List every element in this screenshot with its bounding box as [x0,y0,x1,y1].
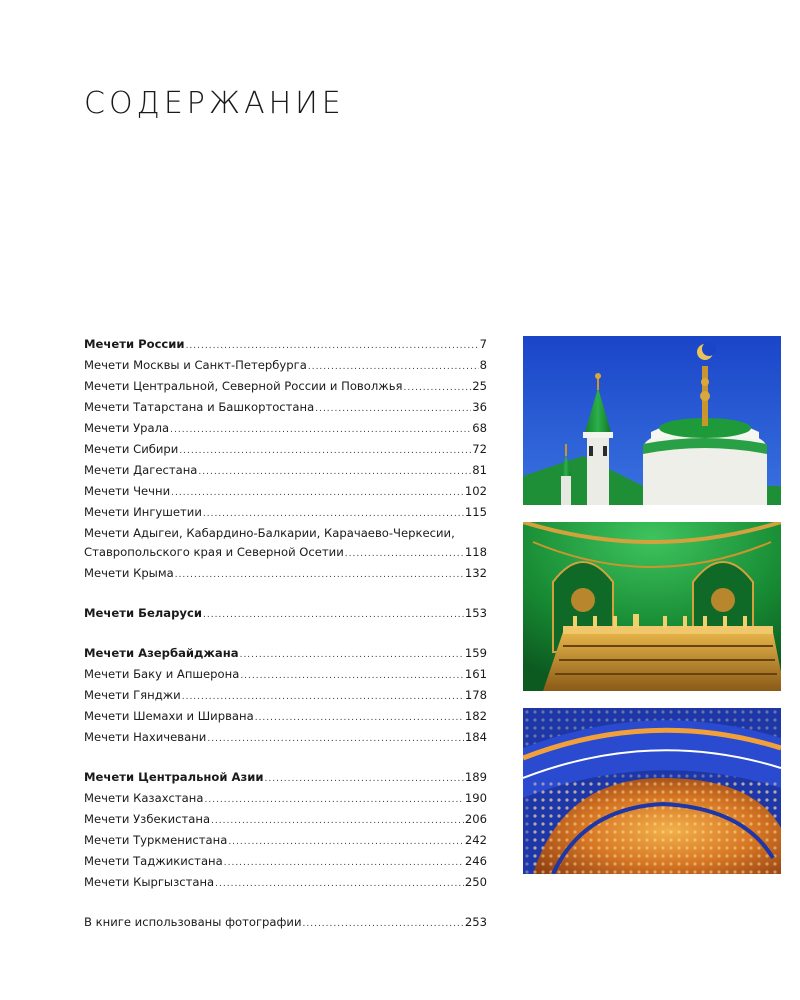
toc-entry-title: Мечети Узбекистана [84,812,211,826]
toc-entry-title: Мечети Центральной, Северной России и Поволжья [84,379,403,393]
toc-entry-page: 8 [479,358,487,372]
toc-entry[interactable] [84,398,487,419]
toc-entry-title: Мечети Кыргызстана [84,875,215,889]
toc-dot-leader [265,770,464,789]
toc-dot-leader [198,463,471,482]
toc-entry[interactable] [84,377,487,398]
page-title: СОДЕРЖАНИЕ [84,86,345,121]
toc-entry[interactable] [84,789,487,810]
table-of-contents [84,335,487,934]
toc-entry[interactable] [84,503,487,524]
photo-mosque-minaret [523,336,781,505]
toc-dot-leader [179,442,471,461]
toc-entry-title-line1: Мечети Адыгеи, Кабардино-Балкарии, Карачаево-Черкесии, [84,526,455,540]
toc-entry-title: Мечети Крыма [84,566,174,580]
toc-entry[interactable] [84,913,487,934]
toc-entry-page: 206 [464,812,487,826]
toc-entry[interactable] [84,707,487,728]
toc-dot-leader [203,505,464,524]
toc-entry-title: Мечети Азербайджана [84,646,239,660]
toc-dot-leader [404,379,472,398]
toc-entry-page: 190 [464,791,487,805]
toc-entry[interactable] [84,665,487,686]
toc-entry[interactable] [84,440,487,461]
toc-entry[interactable] [84,810,487,831]
toc-dot-leader [240,667,464,686]
toc-dot-leader [203,606,464,625]
toc-entry-title: Мечети Ингушетии [84,505,202,519]
toc-dot-leader [345,545,464,564]
toc-entry-page: 189 [464,770,487,784]
toc-entry[interactable] [84,461,487,482]
toc-entry-title: Мечети Дагестана [84,463,198,477]
photo-mosaic-ceiling [523,708,781,874]
toc-entry[interactable] [84,831,487,852]
toc-entry-title: Ставропольского края и Северной Осетии [84,545,344,559]
toc-entry-title: Мечети Беларуси [84,606,202,620]
toc-entry-title: Мечети Чечни [84,484,171,498]
toc-spacer [84,749,487,768]
toc-entry-page: 246 [464,854,487,868]
toc-entry-page: 68 [472,421,487,435]
toc-dot-leader [224,854,464,873]
toc-entry-title: Мечети Нахичевани [84,730,207,744]
toc-dot-leader [171,484,464,503]
toc-dot-leader [215,875,464,894]
toc-spacer [84,625,487,644]
toc-entry[interactable] [84,728,487,749]
toc-entry-page: 25 [472,379,487,393]
toc-entry-page: 118 [464,545,487,559]
toc-entry-page: 159 [464,646,487,660]
toc-entry-page: 178 [464,688,487,702]
toc-entry-title: Мечети Урала [84,421,170,435]
toc-entry-title: В книге использованы фотографии [84,915,302,929]
toc-entry-page: 72 [472,442,487,456]
toc-entry-page: 36 [472,400,487,414]
toc-entry[interactable] [84,852,487,873]
toc-section-entry[interactable] [84,644,487,665]
toc-entry[interactable] [84,419,487,440]
toc-section-entry[interactable] [84,768,487,789]
toc-dot-leader [175,566,464,585]
toc-entry-page: 115 [464,505,487,519]
toc-section-entry[interactable] [84,604,487,625]
toc-entry-page: 102 [464,484,487,498]
toc-entry-page: 153 [464,606,487,620]
toc-entry-title: Мечети Шемахи и Ширвана [84,709,254,723]
toc-entry[interactable] [84,356,487,377]
toc-dot-leader [204,791,463,810]
toc-spacer [84,894,487,913]
toc-entry-title: Мечети Гянджи [84,688,181,702]
toc-entry-title: Мечети Татарстана и Башкортостана [84,400,315,414]
photo-mosque-interior-green [523,522,781,691]
toc-entry-page: 253 [464,915,487,929]
toc-entry-title: Мечети Казахстана [84,791,204,805]
toc-dot-leader [170,421,471,440]
toc-dot-leader [255,709,464,728]
toc-section-entry[interactable] [84,335,487,356]
toc-entry[interactable] [84,564,487,585]
toc-entry[interactable] [84,524,487,564]
toc-entry-title: Мечети Центральной Азии [84,770,264,784]
toc-dot-leader [228,833,464,852]
toc-spacer [84,585,487,604]
toc-entry[interactable] [84,686,487,707]
toc-entry-page: 242 [464,833,487,847]
toc-entry-page: 184 [464,730,487,744]
toc-entry-title: Мечети России [84,337,185,351]
toc-entry[interactable] [84,873,487,894]
toc-entry-page: 161 [464,667,487,681]
toc-dot-leader [308,358,479,377]
toc-entry[interactable] [84,482,487,503]
toc-entry-page: 182 [464,709,487,723]
toc-entry-page: 132 [464,566,487,580]
toc-dot-leader [186,337,479,356]
toc-dot-leader [207,730,464,749]
toc-entry-page: 7 [479,337,487,351]
toc-entry-title: Мечети Баку и Апшерона [84,667,240,681]
toc-dot-leader [182,688,464,707]
toc-dot-leader [315,400,471,419]
toc-entry-page: 81 [472,463,487,477]
toc-dot-leader [240,646,464,665]
toc-entry-title: Мечети Таджикистана [84,854,223,868]
toc-entry-title: Мечети Сибири [84,442,179,456]
toc-entry-title: Мечети Москвы и Санкт-Петербурга [84,358,307,372]
toc-dot-leader [303,915,464,934]
toc-entry-page: 250 [464,875,487,889]
toc-dot-leader [211,812,464,831]
toc-entry-title: Мечети Туркменистана [84,833,228,847]
